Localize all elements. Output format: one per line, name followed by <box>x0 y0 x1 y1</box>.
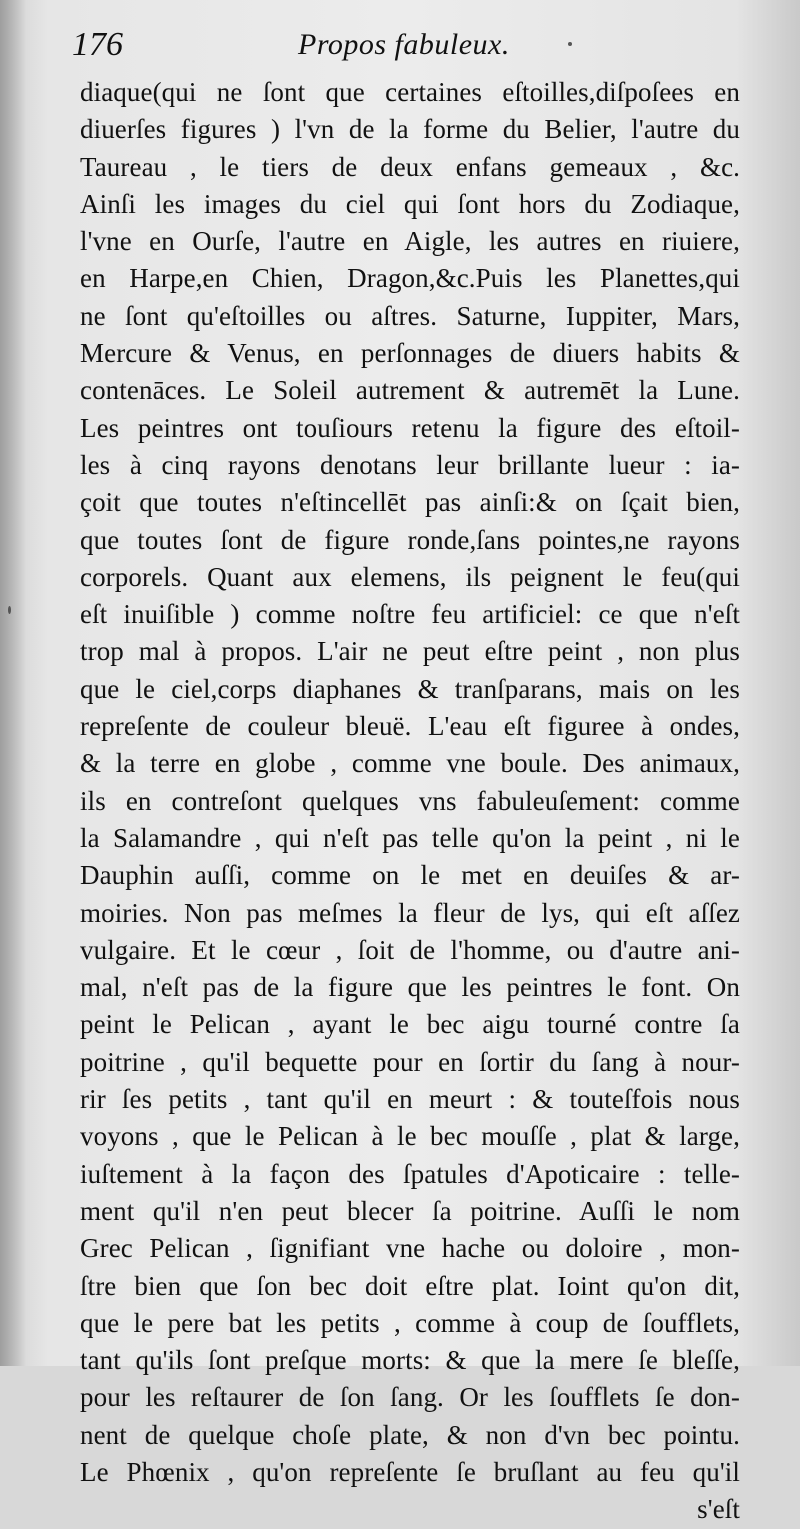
text-line: Grec Pelican , ſignifiant vne hache ou doloire , mon- <box>80 1233 740 1264</box>
catchword: s'eſt <box>697 1494 740 1525</box>
text-line: la Salamandre , qui n'eſt pas telle qu'on la peint , ni le <box>80 822 740 853</box>
gutter-shadow <box>0 0 26 1366</box>
text-line: que le ciel,corps diaphanes & tranſparans, mais on les <box>80 673 740 704</box>
text-line: Ainſi les images du ciel qui ſont hors du Zodiaque, <box>80 188 740 219</box>
text-line: ſtre bien que ſon bec doit eſtre plat. Ioint qu'on dit, <box>80 1270 740 1301</box>
page-header <box>70 26 730 76</box>
text-line: peint le Pelican , ayant le bec aigu tourné contre ſa <box>80 1009 740 1040</box>
text-line: iuſtement à la façon des ſpatules d'Apoticaire : telle- <box>80 1158 740 1189</box>
text-line: Dauphin auſſi, comme on le met en deuiſes & ar- <box>80 860 740 891</box>
text-line: Les peintres ont touſiours retenu la figure des eſtoil- <box>80 412 740 443</box>
page-number: 176 <box>72 26 123 63</box>
text-line: moiries. Non pas meſmes la fleur de lys, qui eſt aſſez <box>80 897 740 928</box>
text-line: ils en contreſont quelques vns fabuleuſement: comme <box>80 785 740 816</box>
text-line: en Harpe,en Chien, Dragon,&c.Puis les Planettes,qui <box>80 263 740 294</box>
text-line: rir ſes petits , tant qu'il en meurt : & touteſfois nous <box>80 1084 740 1115</box>
text-line: les à cinq rayons denotans leur brillante lueur : ia- <box>80 449 740 480</box>
text-line: l'vne en Ourſe, l'autre en Aigle, les autres en riuiere, <box>80 226 740 257</box>
text-line: voyons , que le Pelican à le bec mouſſe , plat & large, <box>80 1121 740 1152</box>
text-line: nent de quelque choſe plate, & non d'vn bec pointu. <box>80 1419 740 1450</box>
text-line: Le Phœnix , qu'on repreſente ſe bruſlant au feu qu'il <box>80 1456 740 1487</box>
text-line: repreſente de couleur bleuë. L'eau eſt figuree à ondes, <box>80 711 740 742</box>
text-line: çoit que toutes n'eſtincellēt pas ainſi:& on ſçait bien, <box>80 487 740 518</box>
text-line: vulgaire. Et le cœur , ſoit de l'homme, ou d'autre ani- <box>80 934 740 965</box>
running-title: Propos fabuleux. <box>298 28 510 61</box>
text-line: que le pere bat les petits , comme à coup de ſoufflets, <box>80 1307 740 1338</box>
body-text <box>80 74 740 1529</box>
text-line: eſt inuiſible ) comme noſtre feu artificiel: ce que n'eſt <box>80 599 740 630</box>
text-line: pour les reſtaurer de ſon ſang. Or les ſoufflets ſe don- <box>80 1382 740 1413</box>
ink-speck <box>568 42 572 46</box>
text-line: Mercure & Venus, en perſonnages de diuers habits & <box>80 338 740 369</box>
text-line: poitrine , qu'il bequette pour en ſortir du ſang à nour- <box>80 1046 740 1077</box>
text-line: que toutes ſont de figure ronde,ſans pointes,ne rayons <box>80 524 740 555</box>
text-line: & la terre en globe , comme vne boule. Des animaux, <box>80 748 740 779</box>
text-line: ne ſont qu'eſtoilles ou aſtres. Saturne, Iuppiter, Mars, <box>80 300 740 331</box>
ink-speck <box>8 606 11 614</box>
text-line: contenāces. Le Soleil autrement & autremēt la Lune. <box>80 375 740 406</box>
text-line: corporels. Quant aux elemens, ils peignent le feu(qui <box>80 561 740 592</box>
text-line: trop mal à propos. L'air ne peut eſtre peint , non plus <box>80 636 740 667</box>
text-line: diaque(qui ne ſont que certaines eſtoilles,diſpoſees en <box>80 77 740 107</box>
text-line: Taureau , le tiers de deux enfans gemeaux , &c. <box>80 151 740 182</box>
text-line: ment qu'il n'en peut blecer ſa poitrine. Auſſi le nom <box>80 1195 740 1226</box>
text-line: diuerſes figures ) l'vn de la forme du Belier, l'autre du <box>80 114 740 145</box>
text-line: tant qu'ils ſont preſque morts: & que la mere ſe bleſſe, <box>80 1345 740 1376</box>
text-line: mal, n'eſt pas de la figure que les peintres le font. On <box>80 972 740 1003</box>
